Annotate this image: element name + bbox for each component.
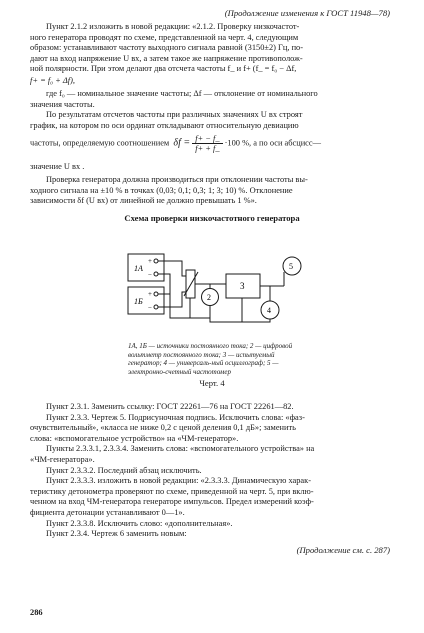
text-line: Пункт 2.3.4. Чертеж 6 заменить новым: [46, 529, 187, 539]
text-line: Пункт 2.3.3.3. изложить в новой редакции: «2.3.3.3. Динамическую харак- [46, 476, 312, 486]
text-line: дают на вход напряжение U вх, а затем такое же напряжение противополож- [30, 53, 303, 63]
minus-1b: − [148, 304, 152, 312]
text-line: ной полярности. При этом делают два отсчета частоты f_ и f+ (f_ = f₀ − Δf, [30, 64, 297, 74]
text-line: Пункт 2.3.3. Чертеж 5. Подрисуночная подпись. Исключить слова: «фаз- [46, 412, 305, 422]
fraction-numerator: f+ − f_ [192, 134, 222, 144]
text-line: Пункты 2.3.3.1, 2.3.3.4. Заменить слова: «вспомогательного устройства» на [46, 444, 315, 454]
text-line: очувствительный», «класса не ниже 0,2 с ценой деления 0,1 дБ»; заменить [30, 423, 297, 433]
text-line: значение U вх . [30, 162, 85, 171]
text-line: Пункт 2.3.3.2. Последний абзац исключить. [46, 465, 202, 475]
text-line: Проверка генератора должна производиться при отклонении частоты вы- [46, 175, 308, 184]
text-line: образом: устанавливают частоту выходного сигнала равной (3150±2) Гц, по- [30, 43, 304, 53]
text-line: график, на котором по оси ординат откладывают относительную девиацию [30, 120, 299, 130]
deviation-post: ·100 %, а по оси абсцисс— [224, 138, 321, 148]
label-1a: 1А [134, 264, 143, 273]
plus-1a: + [148, 257, 152, 265]
label-3: 3 [240, 281, 245, 291]
deviation-fraction [192, 134, 222, 153]
figure-caption: 1А, 1Б — источники постоянного тока; 2 — цифровой вольтметр постоянного тока; 3 — испытуемый генератор; 4 — универсаль-ный осциллограф; 5 — электронно-счетный частотомер [128, 342, 293, 376]
plus-1b: + [148, 290, 152, 298]
minus-1a: − [148, 271, 152, 279]
text-line: По результатам отсчетов частоты при различных значениях U вх строят [46, 110, 303, 120]
figure-label: Черт. 4 [199, 378, 225, 388]
page-number: 286 [30, 608, 43, 617]
text-line: Пункт 2.1.2 изложить в новой редакции: «2.1.2. Проверку низкочастот- [46, 22, 300, 31]
text-line: зависимости δf (U вх) от линейной не должно превышать 1 %». [30, 196, 257, 206]
text-line: значения частоты. [30, 99, 95, 109]
label-4: 4 [267, 306, 271, 315]
label-5: 5 [289, 262, 293, 271]
text-line: фициента детонации устанавливают 0—1». [30, 508, 185, 517]
text-line: слова: «вспомогательное устройство» на «ЧМ-генератор». [30, 433, 239, 443]
formula-line: f+ = f₀ + Δf), [30, 76, 76, 85]
text-line: ходного сигнала на ±10 % в точках (0,03; 0,1; 0,3; 1; 3; 10) %. Отклонение [30, 185, 293, 195]
text-line: теристику детонометра проверяют по схеме, приведенной на черт. 5, при вклю- [30, 486, 314, 496]
text-line: ченном на вход ЧМ-генератора генераторе импульсов. Предел измерений коэф- [30, 497, 314, 507]
deviation-formula [30, 134, 321, 153]
label-1b: 1Б [134, 297, 143, 306]
schema-title: Схема проверки низкочастотного генератора [124, 213, 300, 223]
text-line: «ЧМ-генератора». [30, 455, 95, 464]
page-header: (Продолжение изменения к ГОСТ 11948—78) [224, 8, 390, 18]
continuation-note: (Продолжение см. с. 287) [296, 545, 390, 555]
label-2: 2 [207, 293, 211, 302]
text-line: Пункт 2.3.3.8. Исключить слово: «дополнительная». [46, 518, 233, 528]
text-line: Пункт 2.3.1. Заменить ссылку: ГОСТ 22261—76 на ГОСТ 22261—82. [46, 402, 294, 411]
deviation-pre: частоты, определяемую соотношением [30, 138, 170, 148]
deviation-lhs: δf = [173, 137, 191, 149]
circuit-diagram [126, 252, 306, 338]
fraction-denominator: f+ + f_ [195, 144, 220, 153]
text-line: где f₀ — номинальное значение частоты; Δf — отклонение от номинального [46, 89, 318, 98]
text-line: ного генератора проводят по схеме, представленной на черт. 4, следующим [30, 32, 299, 42]
